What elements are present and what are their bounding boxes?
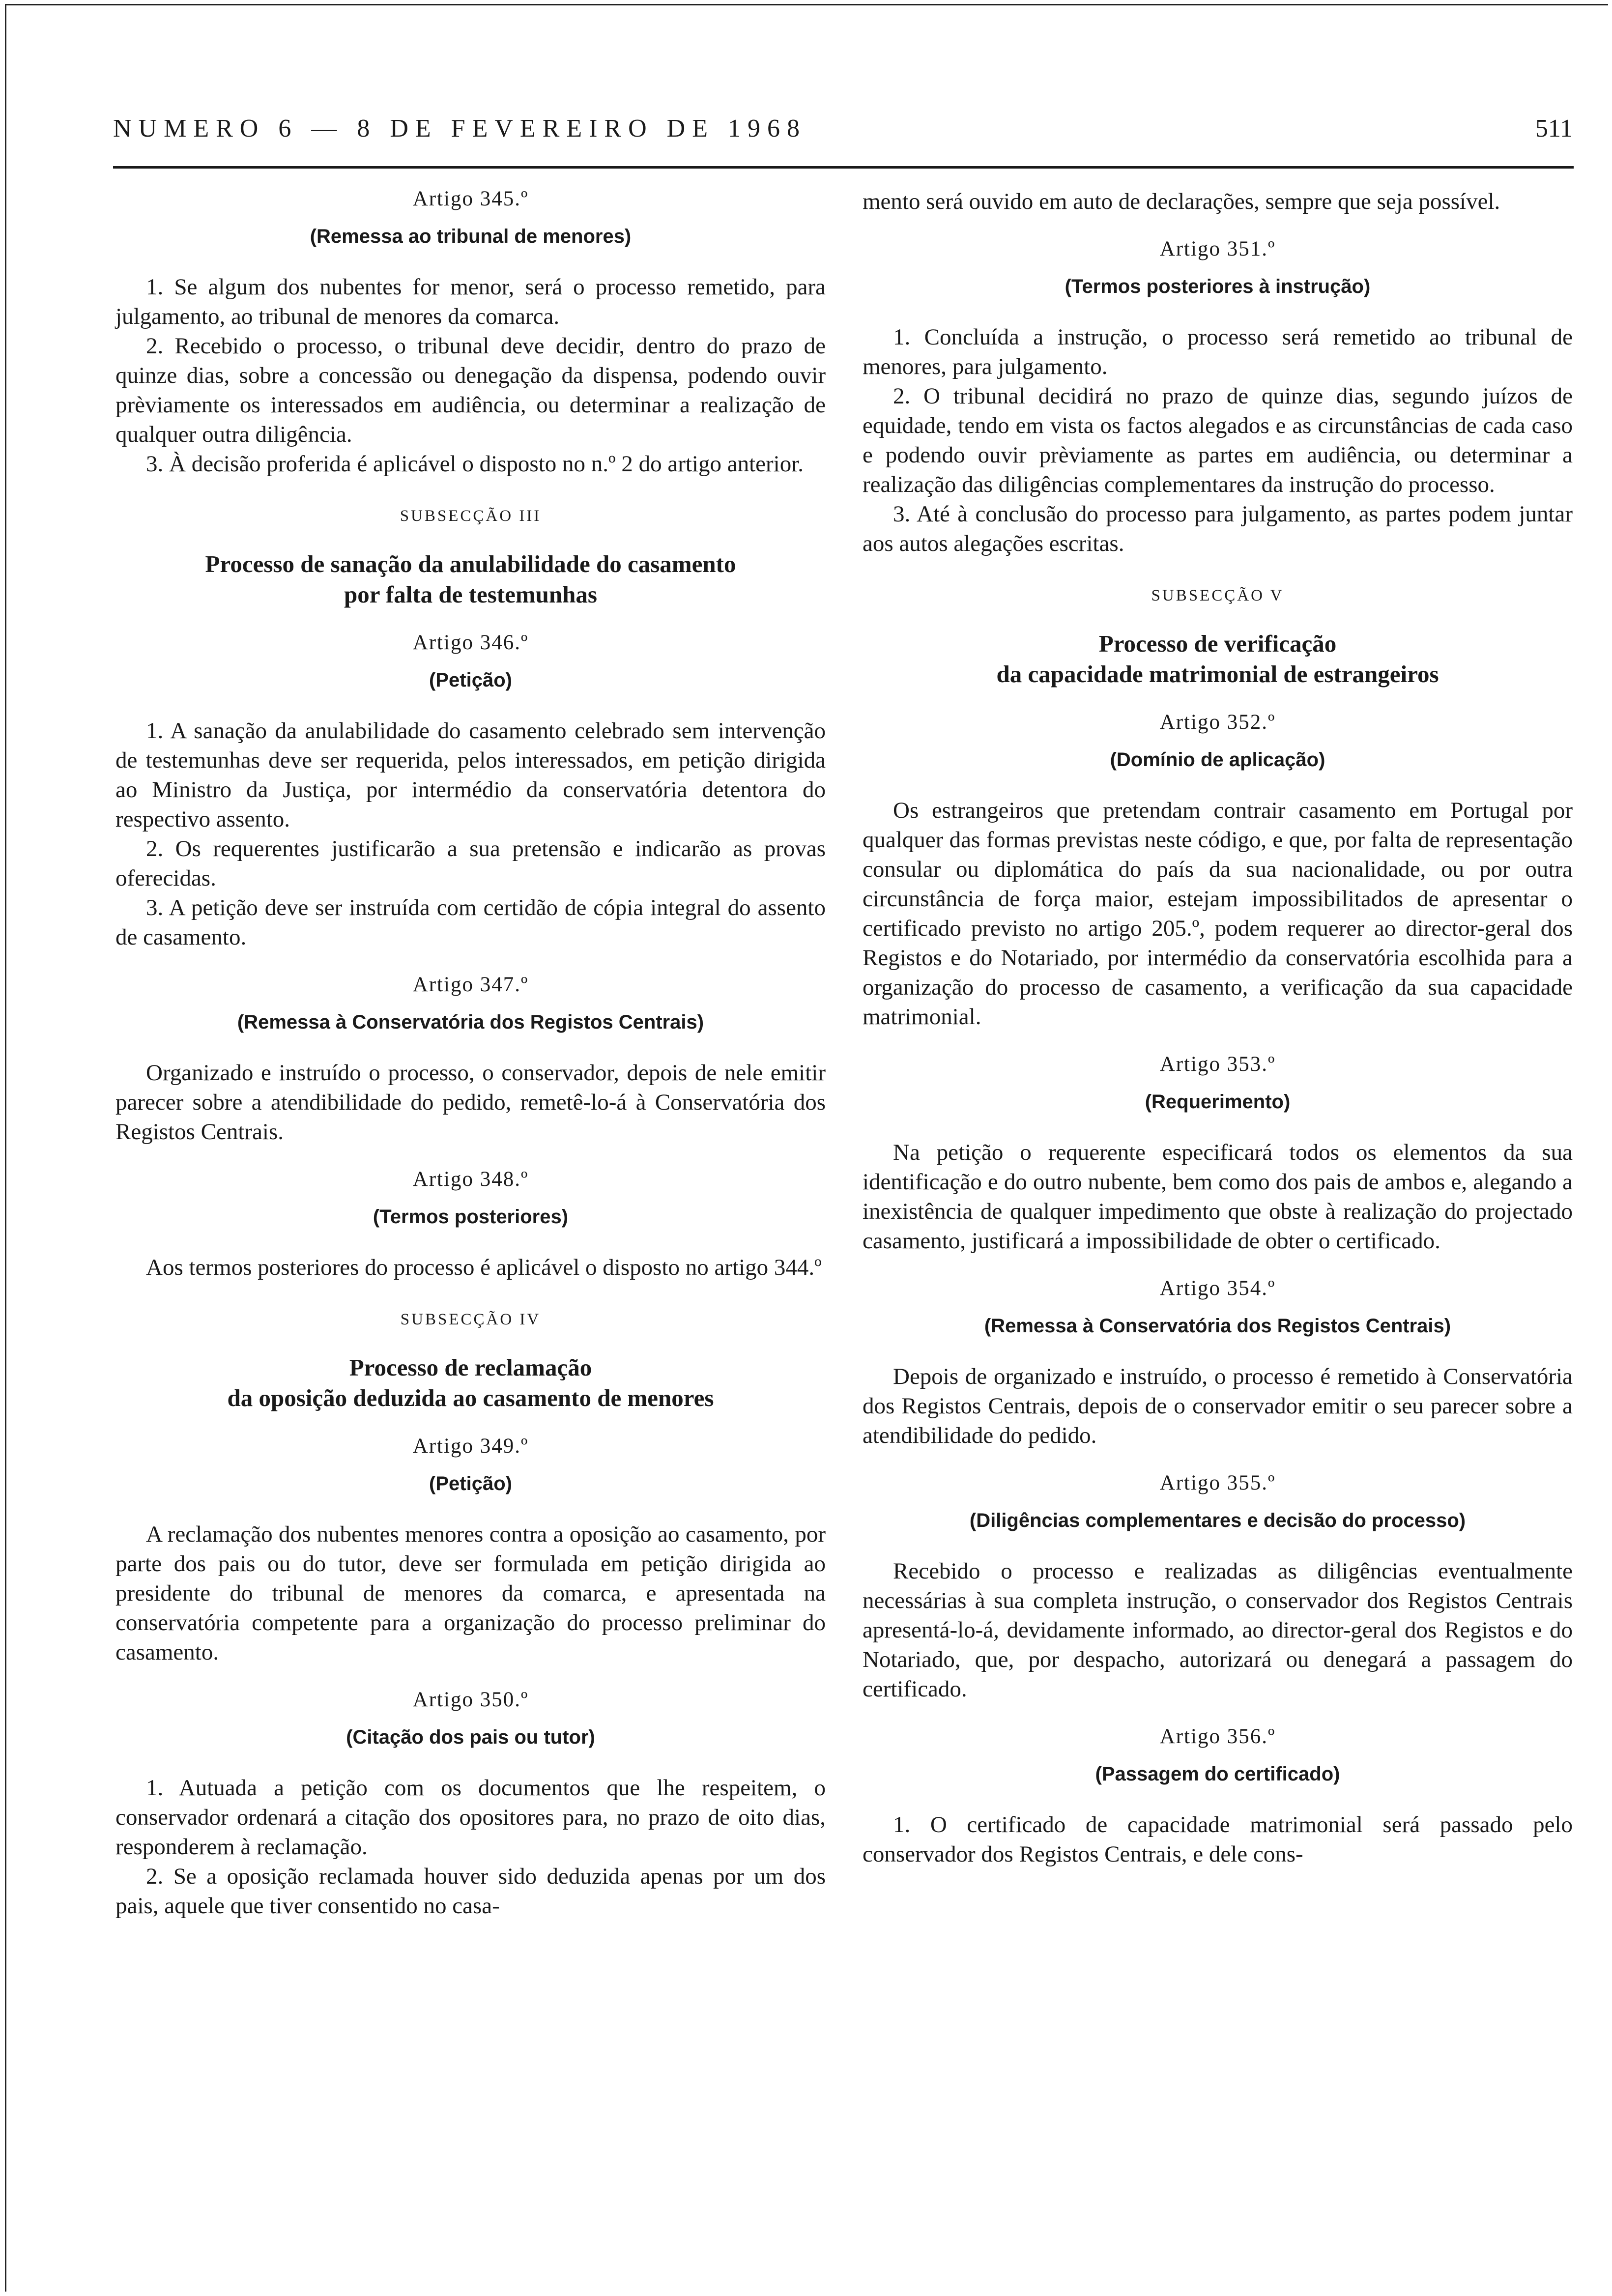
article-352-paragraph: Os estrangeiros que pretendam contrair casamento em Portugal por qualquer das formas previstas neste código, e que, por falta de representação consular ou diplomática do país da sua nacionalidade, ou por outra circunstância de força maior, estejam impossibilitados de apresentar o certificado previsto no artigo 205.º, podem requerer ao director-geral dos Registos e do Notariado, por intermédio da conservatória escolhida para a organização do processo de casamento, a verificação da sua capacidade matrimonial. (863, 798, 1573, 1030)
article-350-paragraph: 2. Se a oposição reclamada houver sido deduzida apenas por um dos pais, aquele que tiver consentido no casa- (115, 1864, 826, 1919)
article-349-paragraph: A reclamação dos nubentes menores contra a oposição ao casamento, por parte dos pais ou do tutor, deve ser formulada em petição dirigida ao presidente do tribunal de menores da comarca, e apresentada na conservatória competente para a organização do processo preliminar do casamento. (115, 1521, 826, 1665)
article-356-paragraph: 1. O certificado de capacidade matrimonial será passado pelo conservador dos Registos Centrais, e dele cons- (863, 1812, 1573, 1867)
article-350-rubric: (Citação dos pais ou tutor) (346, 1726, 595, 1748)
article-351-rubric: (Termos posteriores à instrução) (1065, 276, 1371, 297)
article-353-paragraph: Na petição o requerente especificará todos os elementos da sua identificação e do outro nubente, bem como dos pais de ambos e, alegando a inexistência de qualquer impedimento que obste à realização do projectado casamento, justificará a impossibilidade de obter o certificado. (863, 1140, 1573, 1254)
subsection-3-title (115, 549, 826, 610)
article-347-title: Artigo 347.º (412, 973, 529, 996)
article-347-paragraph: Organizado e instruído o processo, o conservador, depois de nele emitir parecer sobre a atendibilidade do pedido, remetê-lo-á à Conservatória dos Registos Centrais. (115, 1060, 826, 1145)
article-346-paragraph: 3. A petição deve ser instruída com certidão de cópia integral do assento de casamento. (115, 895, 826, 950)
article-354-title: Artigo 354.º (1159, 1277, 1276, 1300)
article-350-paragraph: 1. Autuada a petição com os documentos que lhe respeitem, o conservador ordenará a citação dos opositores para, no prazo de oito dias, responderem à reclamação. (115, 1775, 826, 1860)
page-header (113, 104, 1573, 148)
subsection-3-label: SUBSECÇÃO III (400, 507, 542, 525)
right-column (863, 187, 1573, 1869)
subsection-4-title (115, 1352, 826, 1413)
article-346-rubric: (Petição) (429, 669, 512, 691)
article-350-title: Artigo 350.º (412, 1688, 529, 1711)
subsection-4-title-line: Processo de reclamação (349, 1354, 592, 1381)
article-346-title: Artigo 346.º (412, 631, 529, 654)
left-column (115, 187, 826, 1921)
subsection-5-title (863, 629, 1573, 689)
article-352-title: Artigo 352.º (1159, 711, 1276, 734)
article-351-paragraph: 2. O tribunal decidirá no prazo de quinze dias, segundo juízos de equidade, tendo em vista os factos alegados e as circunstâncias de cada caso e podendo ouvir prèviamente as partes em audiência, ou determinar a realização das diligências complementares da instrução do processo. (863, 383, 1573, 497)
article-355-title: Artigo 355.º (1159, 1471, 1276, 1494)
article-348-title: Artigo 348.º (412, 1168, 529, 1191)
article-353-rubric: (Requerimento) (1145, 1091, 1291, 1113)
subsection-4-title-line: da oposição deduzida ao casamento de menores (227, 1384, 714, 1411)
issue-title: NUMERO 6 — 8 DE FEVEREIRO DE 1968 (113, 115, 806, 143)
article-355-paragraph: Recebido o processo e realizadas as diligências eventualmente necessárias à sua completa instrução, o conservador dos Registos Centrais apresentá-lo-á, devidamente informado, ao director-geral dos Registos e do Notariado, que, por despacho, autorizará ou denegará a passagem do certificado. (863, 1558, 1573, 1702)
header-rule (113, 166, 1574, 169)
article-352-rubric: (Domínio de aplicação) (1110, 749, 1325, 771)
article-345-paragraph: 3. À decisão proferida é aplicável o disposto no n.º 2 do artigo anterior. (146, 451, 804, 477)
subsection-4-label: SUBSECÇÃO IV (400, 1311, 541, 1328)
subsection-5-title-line: da capacidade matrimonial de estrangeiros (996, 660, 1439, 688)
subsection-5-label: SUBSECÇÃO V (1151, 587, 1284, 604)
article-346-paragraph: 1. A sanação da anulabilidade do casamento celebrado sem intervenção de testemunhas deve ser requerida, pelos interessados, em petição dirigida ao Ministro da Justiça, por intermédio da conservatória detentora do respectivo assento. (115, 718, 826, 832)
article-349-title: Artigo 349.º (412, 1435, 529, 1458)
article-351-paragraph: 1. Concluída a instrução, o processo será remetido ao tribunal de menores, para julgamento. (863, 324, 1573, 379)
article-351-title: Artigo 351.º (1159, 237, 1276, 260)
article-354-rubric: (Remessa à Conservatória dos Registos Centrais) (984, 1315, 1451, 1337)
continued-paragraph: mento será ouvido em auto de declarações, sempre que seja possível. (863, 189, 1500, 214)
article-348-rubric: (Termos posteriores) (373, 1206, 569, 1228)
article-348-paragraph: Aos termos posteriores do processo é aplicável o disposto no artigo 344.º (146, 1255, 822, 1280)
subsection-5-title-line: Processo de verificação (1098, 630, 1337, 657)
article-356-rubric: (Passagem do certificado) (1095, 1763, 1340, 1785)
subsection-3-title-line: por falta de testemunhas (344, 581, 597, 608)
article-345-paragraph: 1. Se algum dos nubentes for menor, será o processo remetido, para julgamento, ao tribunal de menores da comarca. (115, 274, 826, 329)
article-351-paragraph: 3. Até à conclusão do processo para julgamento, as partes podem juntar aos autos alegações escritas. (863, 501, 1573, 556)
article-347-rubric: (Remessa à Conservatória dos Registos Centrais) (237, 1011, 704, 1033)
article-345-rubric: (Remessa ao tribunal de menores) (310, 226, 632, 247)
article-345-title: Artigo 345.º (412, 187, 529, 210)
article-354-paragraph: Depois de organizado e instruído, o processo é remetido à Conservatória dos Registos Centrais, depois de o conservador emitir o seu parecer sobre a atendibilidade do pedido. (863, 1364, 1573, 1448)
article-353-title: Artigo 353.º (1159, 1053, 1276, 1076)
article-345-paragraph: 2. Recebido o processo, o tribunal deve decidir, dentro do prazo de quinze dias, sobre a concessão ou denegação da dispensa, podendo ouvir prèviamente os interessados em audiência, ou determinar a realização de qualquer outra diligência. (115, 333, 826, 447)
article-355-rubric: (Diligências complementares e decisão do processo) (969, 1510, 1466, 1531)
article-356-title: Artigo 356.º (1159, 1725, 1276, 1748)
page-number: 511 (1535, 115, 1573, 143)
article-346-paragraph: 2. Os requerentes justificarão a sua pretensão e indicarão as provas oferecidas. (115, 836, 826, 891)
article-349-rubric: (Petição) (429, 1473, 512, 1494)
subsection-3-title-line: Processo de sanação da anulabilidade do casamento (205, 550, 736, 577)
